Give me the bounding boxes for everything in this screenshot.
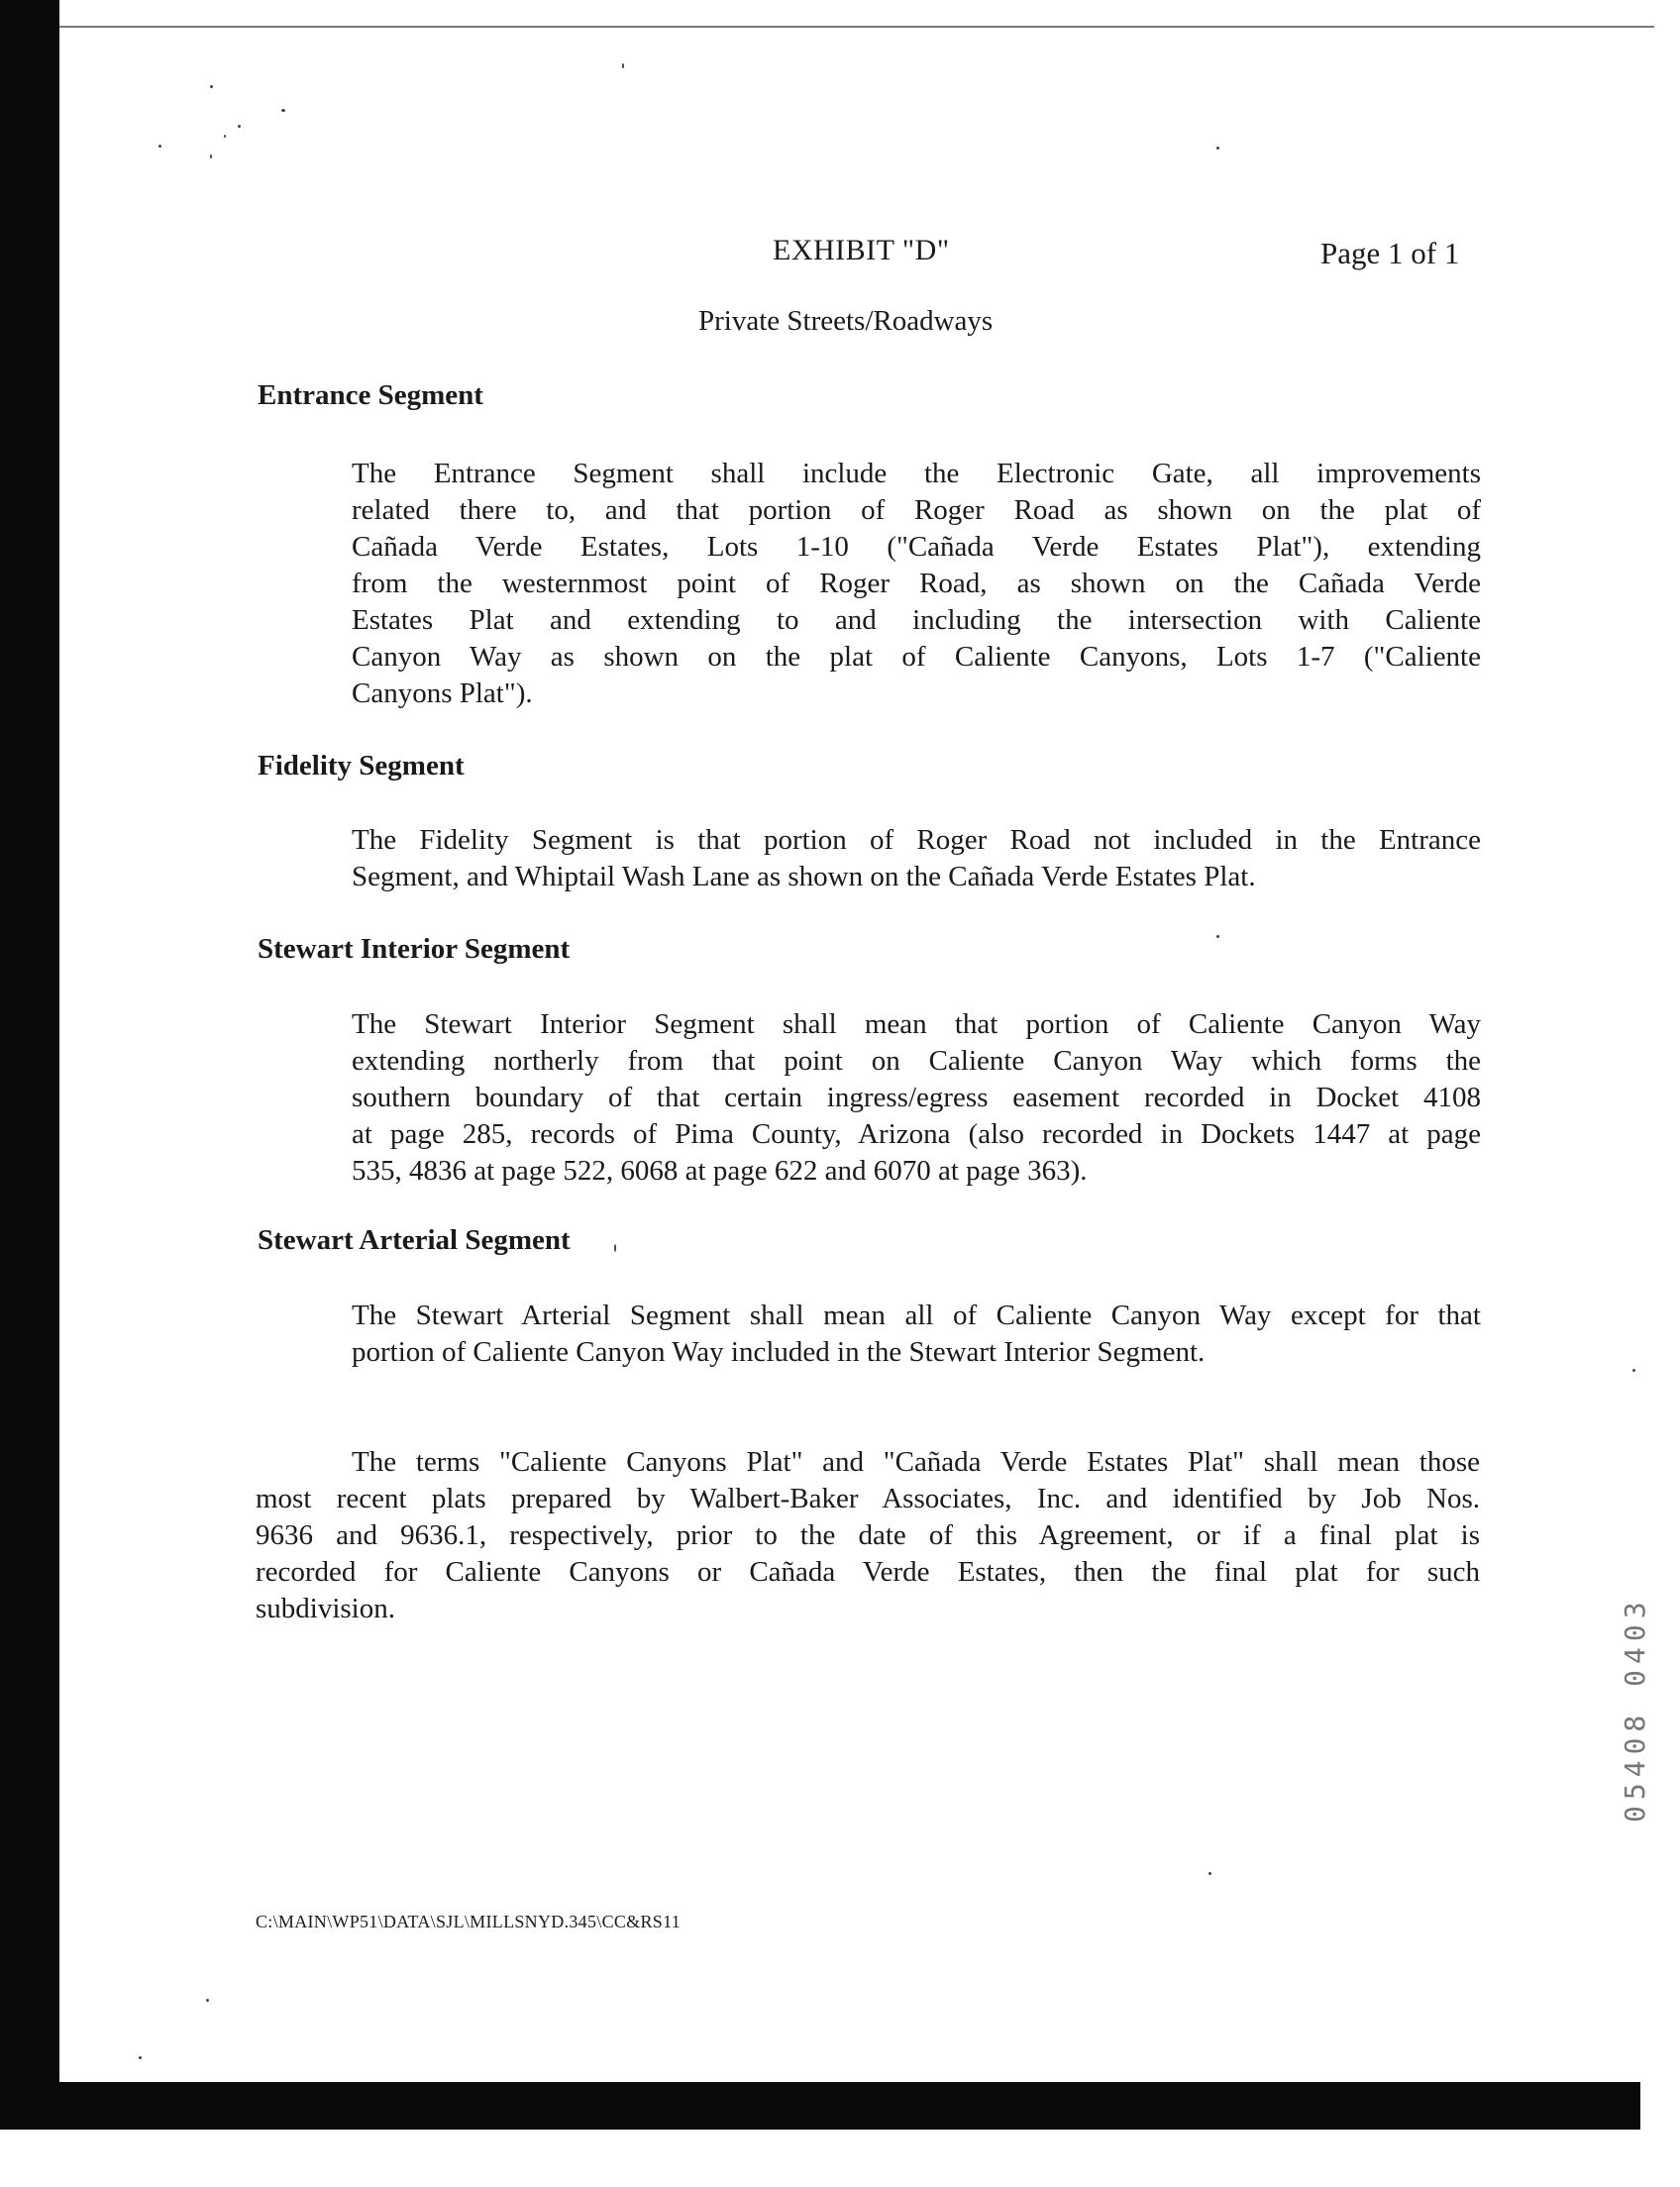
scan-speck — [139, 2056, 142, 2059]
section-body-stewart-arterial — [352, 1298, 1481, 1371]
body-line: The Entrance Segment shall include the Electronic Gate, all improvements — [352, 458, 1481, 489]
body-line: Canyons Plat"). — [352, 677, 533, 709]
body-line: The Stewart Arterial Segment shall mean all of Caliente Canyon Way except for that — [352, 1300, 1481, 1331]
scan-border-bottom — [0, 2082, 1640, 2130]
body-line: The Fidelity Segment is that portion of Roger Road not included in the Entrance — [352, 824, 1481, 856]
body-line: The Stewart Interior Segment shall mean that portion of Caliente Canyon Way — [352, 1008, 1481, 1040]
section-heading-stewart-arterial: Stewart Arterial Segment — [258, 1224, 571, 1256]
scan-speck — [210, 155, 212, 158]
body-line: from the westernmost point of Roger Road, as shown on the Cañada Verde — [352, 568, 1481, 599]
body-line: southern boundary of that certain ingress/egress easement recorded in Docket 4108 — [352, 1082, 1481, 1113]
section-heading-stewart-interior: Stewart Interior Segment — [258, 933, 571, 965]
body-line: Cañada Verde Estates, Lots 1-10 ("Cañada Verde Estates Plat"), extending — [352, 531, 1481, 563]
body-line: at page 285, records of Pima County, Arizona (also recorded in Dockets 1447 at page — [352, 1118, 1481, 1150]
body-line: related there to, and that portion of Roger Road as shown on the plat of — [352, 494, 1481, 526]
recording-stamp-number: 05408 0403 — [1619, 1596, 1651, 1822]
scan-speck — [206, 1999, 209, 2002]
body-line: subdivision. — [256, 1593, 395, 1624]
scan-speck — [1216, 935, 1219, 938]
file-path-footer: C:\MAIN\WP51\DATA\SJL\MILLSNYD.345\CC&RS11 — [256, 1912, 682, 1931]
section-heading-fidelity: Fidelity Segment — [258, 750, 465, 781]
scan-speck — [210, 85, 213, 88]
scan-border-left — [0, 0, 59, 2130]
body-line: extending northerly from that point on Caliente Canyon Way which forms the — [352, 1045, 1481, 1077]
scan-speck — [1208, 1872, 1211, 1875]
body-line: 9636 and 9636.1, respectively, prior to the date of this Agreement, or if a final plat is — [256, 1519, 1480, 1551]
recording-stamp — [1583, 1506, 1651, 1822]
scan-speck — [281, 109, 285, 112]
body-line: recorded for Caliente Canyons or Cañada Verde Estates, then the final plat for such — [256, 1556, 1480, 1588]
body-line: Estates Plat and extending to and including the intersection with Caliente — [352, 604, 1481, 636]
closing-paragraph — [256, 1444, 1480, 1627]
scan-speck — [1216, 147, 1219, 150]
scan-speck — [224, 135, 226, 138]
section-body-fidelity — [352, 822, 1481, 895]
scan-border-top — [59, 26, 1654, 28]
section-heading-entrance: Entrance Segment — [258, 379, 483, 411]
section-body-entrance — [352, 456, 1481, 712]
scan-speck — [1632, 1369, 1635, 1372]
scan-speck — [614, 1244, 616, 1252]
body-line: most recent plats prepared by Walbert-Baker Associates, Inc. and identified by Job Nos. — [256, 1483, 1480, 1514]
document-subtitle: Private Streets/Roadways — [698, 305, 994, 337]
body-line: Canyon Way as shown on the plat of Caliente Canyons, Lots 1-7 ("Caliente — [352, 641, 1481, 673]
body-line: Segment, and Whiptail Wash Lane as shown on the Cañada Verde Estates Plat. — [352, 861, 1256, 892]
body-line: 535, 4836 at page 522, 6068 at page 622 and 6070 at page 363). — [352, 1155, 1088, 1187]
scan-speck — [622, 63, 624, 68]
section-body-stewart-interior — [352, 1006, 1481, 1190]
scan-speck — [158, 145, 161, 148]
body-line: portion of Caliente Canyon Way included in the Stewart Interior Segment. — [352, 1336, 1206, 1368]
exhibit-title: EXHIBIT "D" — [773, 234, 950, 266]
page-number: Page 1 of 1 — [1320, 236, 1460, 270]
scan-speck — [238, 125, 241, 128]
body-line: The terms "Caliente Canyons Plat" and "Cañada Verde Estates Plat" shall mean those — [352, 1446, 1480, 1478]
